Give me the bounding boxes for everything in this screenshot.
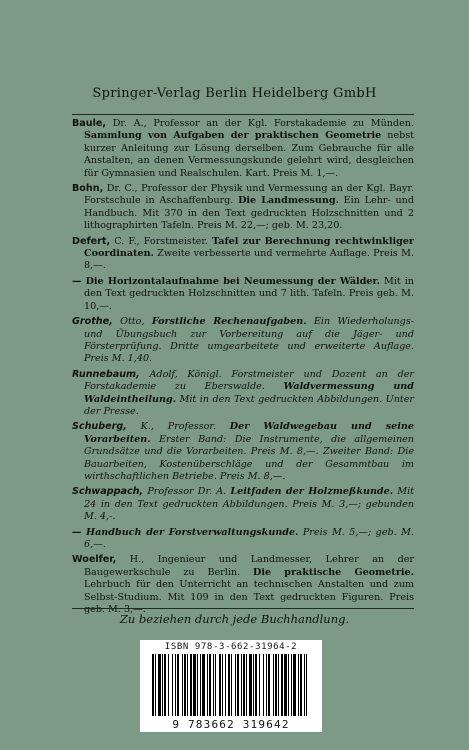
barcode-bar: [306, 654, 307, 716]
barcode-bar: [175, 654, 176, 716]
entry-title: Sammlung von Aufgaben der praktischen Geometrie: [84, 130, 382, 142]
entry-title: Leitfaden der Holzmeßkunde.: [230, 486, 394, 498]
barcode-bar: [259, 654, 260, 716]
barcode-bar: [225, 654, 226, 716]
entry-text: Dr. A., Professor an der Kgl. Forstakademie zu Münden.: [106, 118, 414, 129]
barcode-bar: [190, 654, 192, 716]
barcode-bar: [273, 654, 274, 716]
bottom-rule: [72, 608, 414, 609]
entry-title: Der Waldwegebau und seine Vorarbeiten.: [84, 421, 415, 445]
entry-title: Handbuch der Forstverwaltungskunde.: [86, 526, 299, 538]
entry-text: Adolf, Königl. Forstmeister und Dozent an der Forstakademie zu Eberswalde.: [84, 368, 414, 393]
catalog-entry: [72, 486, 414, 523]
barcode-bar: [219, 654, 221, 716]
entry-rest: Mit in den Text gedruckten Holzschnitten und 7 lith. Tafeln. Preis geb. M. 10,—.: [84, 275, 414, 312]
entry-rest: nebst kurzer Anleitung zur Lösung derselben. Zum Gebrauche für alle Anstalten, an denen Vermessungskunde gelehrt wird, desgleichen für Gymnasien und Realschulen. Kart. Preis M. 1,—.: [84, 130, 415, 179]
catalog-entry: [72, 527, 414, 552]
barcode-bar: [249, 654, 252, 716]
barcode-bars: [152, 654, 310, 716]
barcode-bar: [213, 654, 214, 716]
barcode-bar: [298, 654, 299, 716]
barcode-bar: [182, 654, 183, 716]
entry-rest: Mit in den Text gedruckten Abbildungen. Unter der Presse.: [84, 393, 414, 417]
entry-author: Schwappach,: [72, 486, 144, 498]
entry-text: Professor Dr. A.: [143, 486, 231, 498]
footer-note: Zu beziehen durch jede Buchhandlung.: [119, 612, 350, 626]
entry-title: Die Landmessung.: [238, 195, 339, 207]
catalog-entry: [72, 369, 414, 419]
barcode-bar: [243, 654, 245, 716]
catalog-entry: [72, 118, 414, 180]
entry-author: —: [72, 526, 82, 538]
entry-title: Die Horizontalaufnahme bei Neumessung der Wälder.: [85, 275, 381, 287]
entry-rest: Erster Band: Die Instrumente, die allgemeinen Grundsätze und die Vorarbeiten. Preis M. 8,—. Zweiter Band: Die Bauarbeiten, Kostenüberschläge und der Gesammtbau im wirthschaftlichen Betriebe. Preis M. 8,—.: [84, 433, 414, 482]
barcode-bar: [231, 654, 232, 716]
entry-title: Waldvermessung und Waldeintheilung.: [84, 381, 414, 405]
barcode-bar: [164, 654, 166, 716]
entry-author: Baule,: [72, 118, 107, 129]
entry-author: Schuberg,: [72, 421, 127, 433]
barcode-bar: [228, 654, 230, 716]
barcode-bar: [255, 654, 257, 716]
entry-text: C. F., Forstmeister.: [110, 235, 213, 247]
barcode-bar: [222, 654, 223, 716]
entry-text: Otto,: [112, 316, 152, 328]
barcode-bar: [158, 654, 161, 716]
entry-author: Grothe,: [72, 316, 113, 328]
barcode-bar: [202, 654, 205, 716]
barcode-bar: [187, 654, 188, 716]
barcode-bar: [288, 654, 289, 716]
entry-author: Bohn,: [72, 183, 104, 195]
barcode-digits: 9 783662 319642: [172, 718, 290, 731]
entry-rest: Preis M. 5,—; geb. M. 6,—.: [84, 526, 414, 550]
barcode-bar: [241, 654, 242, 716]
catalog-entry: [72, 236, 414, 273]
publisher-name: Springer-Verlag Berlin Heidelberg GmbH: [92, 86, 377, 101]
barcode-bar: [266, 654, 267, 716]
barcode-bar: [193, 654, 196, 716]
barcode-bar: [152, 654, 154, 716]
entry-author: Runnebaum,: [72, 368, 140, 380]
catalog-list: [72, 118, 414, 619]
barcode-bar: [172, 654, 173, 716]
barcode-bar: [209, 654, 211, 716]
entry-rest: Ein Lehr- und Handbuch. Mit 370 in den Text gedruckten Holzschnitten und 2 lithographirten Tafeln. Preis M. 22,—; geb. M. 23,20.: [84, 195, 415, 232]
barcode-bar: [168, 654, 169, 716]
barcode-bar: [304, 654, 305, 716]
barcode-bar: [268, 654, 270, 716]
barcode-bar: [300, 654, 302, 716]
entry-text: K., Professor.: [126, 421, 230, 433]
isbn-label: ISBN 978-3-662-31964-2: [164, 642, 298, 652]
barcode-bar: [281, 654, 283, 716]
entry-title: Forstliche Rechenaufgaben.: [151, 316, 307, 328]
barcode-bar: [293, 654, 296, 716]
barcode-bar: [284, 654, 287, 716]
entry-author: Woelfer,: [72, 554, 117, 566]
entry-author: Defert,: [72, 235, 111, 247]
barcode-bar: [177, 654, 179, 716]
entry-title: Die praktische Geometrie.: [253, 566, 414, 578]
entry-rest: Mit 24 in den Text gedruckten Abbildungen. Preis M. 3,—; gebunden M. 4,-.: [84, 486, 415, 523]
top-rule: [72, 114, 414, 115]
catalog-entry: [72, 276, 414, 313]
entry-text: Dr. C., Professor der Physik und Vermessung an der Kgl. Bayr. Forstschule in Aschaffenburg.: [84, 183, 414, 207]
entry-rest: Lehrbuch für den Unterricht an technischen Anstalten und zum Selbst-Studium. Mit 109 in den Text gedruckten Figuren. Preis geb. M. 3,—.: [84, 579, 414, 616]
barcode-bar: [215, 654, 216, 716]
barcode-bar: [237, 654, 239, 716]
barcode-bar: [246, 654, 247, 716]
barcode-bar: [197, 654, 198, 716]
catalog-entry: [72, 421, 414, 483]
entry-rest: Zweite verbesserte und vermehrte Auflage. Preis M. 8,—.: [84, 248, 414, 272]
barcode-bar: [162, 654, 163, 716]
catalog-entry: [72, 316, 414, 366]
entry-author: —: [72, 275, 82, 287]
barcode-bar: [184, 654, 186, 716]
entry-rest: Ein Wiederholungs- und Übungsbuch zur Vorbereitung auf die Jäger- und Försterprüfung. Dritte umgearbeitete und erweiterte Auflage. Preis M. 1,40.: [84, 316, 414, 365]
barcode-bar: [155, 654, 156, 716]
barcode-bar: [291, 654, 292, 716]
catalog-entry: [72, 183, 414, 233]
barcode-bar: [263, 654, 264, 716]
barcode-bar: [200, 654, 201, 716]
entry-title: Tafel zur Berechnung rechtwinkliger Coordinaten.: [84, 235, 414, 260]
barcode-bar: [207, 654, 208, 716]
barcode-bar: [278, 654, 279, 716]
barcode-bar: [253, 654, 254, 716]
isbn-barcode: [140, 640, 322, 732]
barcode-bar: [235, 654, 236, 716]
entry-text: H., Ingenieur und Landmesser, Lehrer an der Baugewerkschule zu Berlin.: [84, 554, 414, 578]
barcode-bar: [275, 654, 277, 716]
